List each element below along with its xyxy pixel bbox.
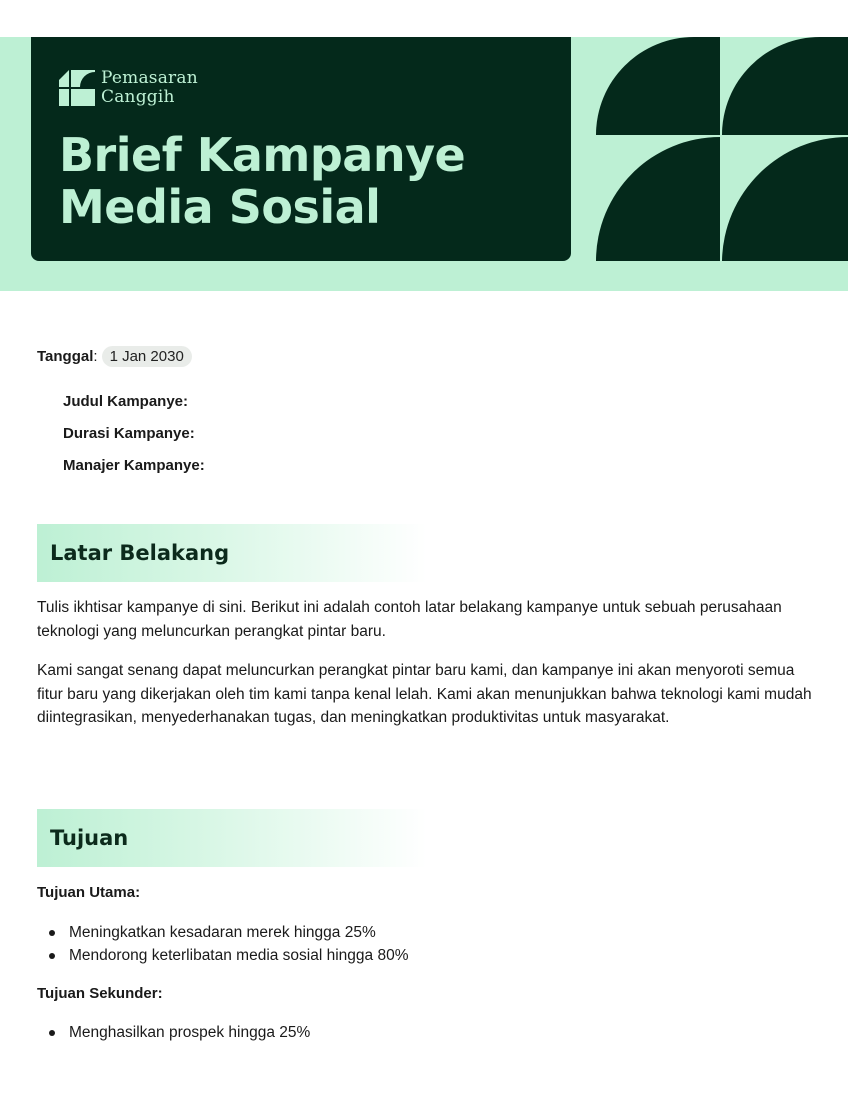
decorative-quarter-circles	[596, 37, 848, 261]
list-item-text: Meningkatkan kesadaran merek hingga 25%	[69, 924, 376, 941]
date-chip[interactable]: 1 Jan 2030	[102, 346, 192, 367]
goals-heading-text: Tujuan	[50, 826, 129, 850]
brand-name-line1: Pemasaran	[101, 68, 198, 88]
background-paragraph-2: Kami sangat senang dapat meluncurkan perangkat pintar baru kami, dan kampanye ini akan menyoroti semua fitur baru yang dikerjakan oleh tim kami tanpa kenal lelah. Kami akan menunjukkan bahwa teknologi kami mudah diintegrasikan, menyederhanakan tugas, dan meningkatkan produktivitas untuk masyarakat.	[37, 662, 812, 726]
bullet-icon	[49, 953, 55, 959]
page-title-line2: Media Sosial	[59, 180, 381, 234]
secondary-goals-label: Tujuan Sekunder:	[37, 985, 163, 1002]
list-item	[49, 1021, 310, 1044]
header-title-panel	[31, 37, 571, 261]
background-heading-text: Latar Belakang	[50, 541, 230, 565]
background-paragraph-1: Tulis ikhtisar kampanye di sini. Berikut ini adalah contoh latar belakang kampanye untuk sebuah perusahaan teknologi yang meluncurkan perangkat pintar baru.	[37, 599, 782, 640]
campaign-manager-field: Manajer Kampanye:	[63, 457, 205, 474]
bullet-icon	[49, 1030, 55, 1036]
primary-goals-list	[49, 921, 409, 967]
header-banner	[0, 37, 848, 291]
list-item	[49, 944, 409, 967]
page-title	[59, 129, 465, 233]
list-item-text: Mendorong keterlibatan media sosial hingga 80%	[69, 947, 409, 964]
page-title-line1: Brief Kampanye	[59, 128, 466, 182]
background-section-heading	[37, 524, 427, 582]
campaign-title-field: Judul Kampanye:	[63, 393, 189, 410]
date-row	[37, 346, 192, 367]
goals-section-heading	[37, 809, 427, 867]
campaign-info	[63, 393, 205, 489]
list-item-text: Menghasilkan prospek hingga 25%	[69, 1024, 311, 1041]
brand-name-line2: Canggih	[101, 87, 175, 107]
brand-logo	[59, 69, 198, 107]
secondary-goals-list	[49, 1021, 310, 1044]
brand-name	[101, 69, 198, 107]
bullet-icon	[49, 930, 55, 936]
campaign-duration-field: Durasi Kampanye:	[63, 425, 195, 442]
primary-goals-label: Tujuan Utama:	[37, 884, 141, 901]
date-colon: :	[93, 348, 98, 365]
date-label: Tanggal	[37, 348, 94, 365]
list-item	[49, 921, 409, 944]
brand-logo-icon	[59, 70, 95, 106]
